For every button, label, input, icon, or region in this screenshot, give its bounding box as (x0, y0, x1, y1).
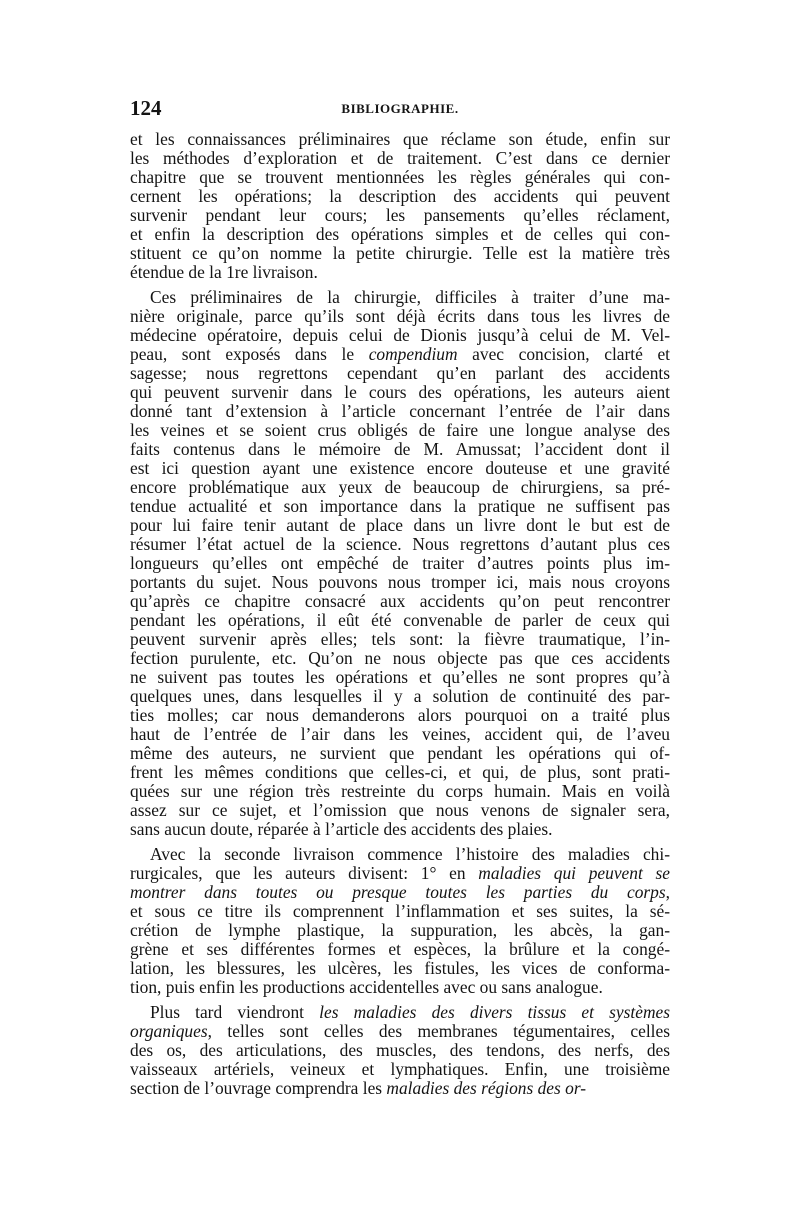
text-line (130, 763, 670, 782)
text-run: donné tant d’extension à l’article concernant l’entrée de l’air dans (130, 401, 670, 421)
text-line (130, 921, 670, 940)
text-run: et les connaissances préliminaires que réclame son étude, enfin sur (130, 129, 670, 149)
text-line (130, 421, 670, 440)
text-line (130, 206, 670, 225)
text-run: médecine opératoire, depuis celui de Dionis jusqu’à celui de M. Vel- (130, 325, 670, 345)
text-run: ties molles; car nous demanderons alors pourquoi on a traité plus (130, 705, 670, 725)
text-run: sans aucun doute, réparée à l’article des accidents des plaies. (130, 819, 553, 839)
text-line (130, 1003, 670, 1022)
text-line (130, 1060, 670, 1079)
text-run: les méthodes d’exploration et de traitement. C’est dans ce dernier (130, 148, 670, 168)
text-line (130, 611, 670, 630)
text-line (130, 725, 670, 744)
text-line (130, 573, 670, 592)
text-line (130, 225, 670, 244)
text-run: tendue actualité et son importance dans la pratique ne suffisent pas (130, 496, 670, 516)
text-run: fection purulente, etc. Qu’on ne nous objecte pas que ces accidents (130, 648, 670, 668)
text-run: lation, les blessures, les ulcères, les fistules, les vices de conforma- (130, 958, 670, 978)
paragraph (130, 288, 670, 839)
text-run: Ces préliminaires de la chirurgie, difficiles à traiter d’une ma- (150, 287, 670, 307)
text-line (130, 345, 670, 364)
text-line (130, 820, 670, 839)
text-run: quelques unes, dans lesquelles il y a solution de continuité des par- (130, 686, 670, 706)
text-run: Avec la seconde livraison commence l’histoire des maladies chi- (150, 844, 670, 864)
text-run: même des auteurs, ne survient que pendant les opérations qui of- (130, 743, 670, 763)
text-line (130, 168, 670, 187)
text-run: avec concision, clarté et (457, 344, 670, 364)
text-line (130, 801, 670, 820)
text-line (130, 459, 670, 478)
text-run: portants du sujet. Nous pouvons nous tromper ici, mais nous croyons (130, 572, 670, 592)
text-run: vaisseaux artériels, veineux et lymphatiques. Enfin, une troisième (130, 1059, 670, 1079)
text-line (130, 649, 670, 668)
text-run: , (665, 882, 670, 902)
text-run: résumer l’état actuel de la science. Nous regrettons d’autant plus ces (130, 534, 670, 554)
text-run: les veines et se soient crus obligés de faire une longue analyse des (130, 420, 670, 440)
text-line (130, 668, 670, 687)
text-line (130, 187, 670, 206)
text-run: nière originale, parce qu’ils sont déjà écrits dans tous les livres de (130, 306, 670, 326)
text-line (130, 535, 670, 554)
text-line (130, 845, 670, 864)
text-run: qui peuvent survenir dans le cours des opérations, les auteurs aient (130, 382, 670, 402)
text-run: haut de l’entrée de l’air dans les veines, accident qui, de l’aveu (130, 724, 670, 744)
text-line (130, 288, 670, 307)
text-line (130, 864, 670, 883)
page-header (130, 96, 670, 120)
text-line (130, 902, 670, 921)
text-line (130, 497, 670, 516)
text-line (130, 1079, 670, 1098)
text-run: frent les mêmes conditions que celles-ci, et qui, de plus, sont prati- (130, 762, 670, 782)
text-run: est ici question ayant une existence encore douteuse et une gravité (130, 458, 670, 478)
text-line (130, 478, 670, 497)
text-run: cernent les opérations; la description des accidents qui peuvent (130, 186, 670, 206)
text-run: des os, des articulations, des muscles, des tendons, des nerfs, des (130, 1040, 670, 1060)
body-text (130, 130, 670, 1098)
text-run: encore problématique aux yeux de beaucoup de chirurgiens, sa pré- (130, 477, 670, 497)
text-line (130, 307, 670, 326)
text-line (130, 130, 670, 149)
text-line (130, 440, 670, 459)
text-line (130, 244, 670, 263)
text-run: , telles sont celles des membranes tégumentaires, celles (207, 1021, 670, 1041)
text-run: qu’après ce chapitre consacré aux accidents qu’on peut rencontrer (130, 591, 670, 611)
paragraph (130, 130, 670, 282)
text-line (130, 1022, 670, 1041)
text-run: rurgicales, que les auteurs divisent: 1° en (130, 863, 479, 883)
text-run: survenir pendant leur cours; les pansements qu’elles réclament, (130, 205, 670, 225)
text-line (130, 516, 670, 535)
italic-text: montrer dans toutes ou presque toutes les parties du corps (130, 882, 666, 902)
text-run: chapitre que se trouvent mentionnées les règles générales qui con- (130, 167, 670, 187)
text-run: tion, puis enfin les productions accidentelles avec ou sans analogue. (130, 977, 603, 997)
text-run: sagesse; nous regrettons cependant qu’en parlant des accidents (130, 363, 670, 383)
text-run: pour lui faire tenir autant de place dans un livre dont le but est de (130, 515, 670, 535)
text-line (130, 706, 670, 725)
text-line (130, 883, 670, 902)
page-number: 124 (130, 96, 162, 120)
text-line (130, 554, 670, 573)
text-line (130, 383, 670, 402)
text-run: quées sur une région très restreinte du corps humain. Mais en voilà (130, 781, 670, 801)
text-run: peuvent survenir après elles; tels sont: la fièvre traumatique, l’in- (130, 629, 670, 649)
text-line (130, 630, 670, 649)
paragraph (130, 845, 670, 997)
text-run: grène et ses différentes formes et espèces, la brûlure et la congé- (130, 939, 670, 959)
text-run: et sous ce titre ils comprennent l’inflammation et ses suites, la sé- (130, 901, 670, 921)
italic-text: compendium (368, 344, 458, 364)
text-line (130, 592, 670, 611)
text-line (130, 782, 670, 801)
text-run: ne suivent pas toutes les opérations et qu’elles ne sont propres qu’à (130, 667, 670, 687)
text-line (130, 978, 670, 997)
text-run: longueurs qu’elles ont empêché de traiter d’autres points plus im- (130, 553, 670, 573)
italic-text: organiques (130, 1021, 208, 1041)
text-line (130, 1041, 670, 1060)
running-head: BIBLIOGRAPHIE. (341, 101, 459, 116)
italic-text: maladies des régions des or- (386, 1078, 587, 1098)
text-run: faits contenus dans le mémoire de M. Amussat; l’accident dont il (130, 439, 670, 459)
italic-text: les maladies des divers tissus et systèmes (319, 1002, 670, 1022)
text-run: crétion de lymphe plastique, la suppuration, les abcès, la gan- (130, 920, 670, 940)
paragraph (130, 1003, 670, 1098)
text-run: et enfin la description des opérations simples et de celles qui con- (130, 224, 670, 244)
text-line (130, 959, 670, 978)
text-run: peau, sont exposés dans le (130, 344, 369, 364)
text-line (130, 364, 670, 383)
italic-text: maladies qui peuvent se (478, 863, 671, 883)
text-run: étendue de la 1re livraison. (130, 262, 318, 282)
text-run: section de l’ouvrage comprendra les (130, 1078, 387, 1098)
text-line (130, 940, 670, 959)
text-line (130, 687, 670, 706)
text-run: Plus tard viendront (150, 1002, 320, 1022)
text-run: assez sur ce sujet, et l’omission que nous venons de signaler sera, (130, 800, 670, 820)
text-line (130, 326, 670, 345)
text-line (130, 402, 670, 421)
text-line (130, 744, 670, 763)
text-line (130, 263, 670, 282)
text-run: pendant les opérations, il eût été convenable de parler de ceux qui (130, 610, 670, 630)
text-line (130, 149, 670, 168)
text-run: stituent ce qu’on nomme la petite chirurgie. Telle est la matière très (130, 243, 670, 263)
